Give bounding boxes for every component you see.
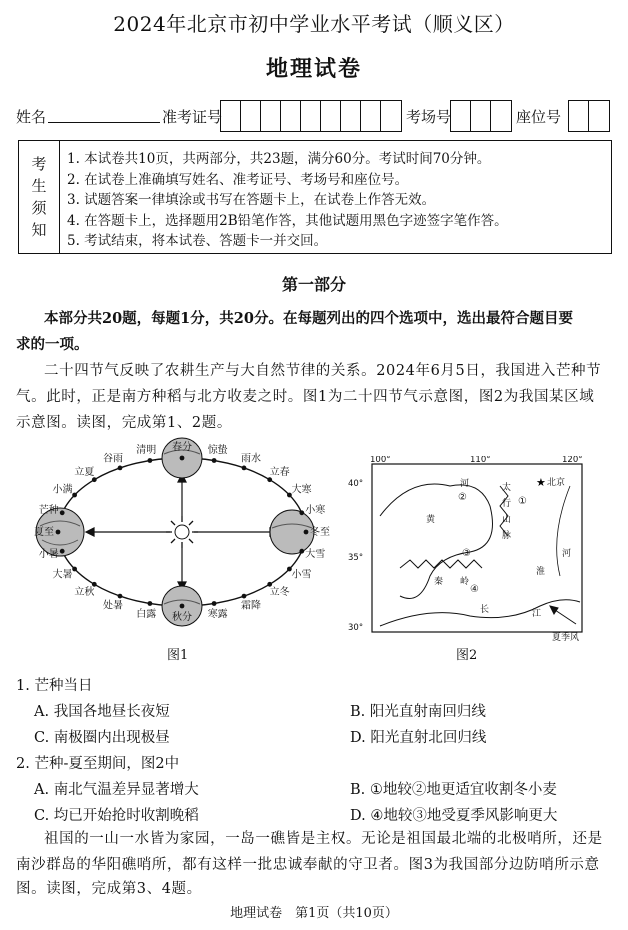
term-dot (92, 582, 97, 587)
term-dot (212, 458, 217, 463)
passage-1-line: 示意图。读图，完成第1、2题。 (16, 415, 232, 431)
term-dot (60, 510, 65, 515)
figure-1-caption: 图1 (167, 648, 189, 663)
q2-option-d[interactable]: D. ④地较③地受夏季风影响更大 (350, 808, 558, 824)
passage-2-line: 图。读图，完成第3、4题。 (16, 881, 202, 897)
candidate-info-row (16, 100, 616, 132)
notice-item: 1. 本试卷共10页，共两部分，共23题，满分60分。考试时间70分钟。 (67, 151, 491, 167)
solar-term-label: 立秋 (74, 587, 95, 599)
place-label: 山 (502, 515, 512, 525)
solar-term-label: 小满 (52, 484, 73, 496)
name-label: 姓名 (16, 108, 47, 126)
solar-term-label: 白露 (136, 609, 157, 621)
seat-label: 座位号 (516, 108, 562, 126)
place-label: 脉 (502, 531, 512, 541)
q1-option-d[interactable]: D. 阳光直射北回归线 (350, 730, 487, 746)
lat-label: 40° (348, 479, 364, 489)
place-label: 北京 (547, 478, 566, 488)
qinling-mountains (400, 560, 482, 568)
marker-label: ① (518, 496, 527, 507)
solar-term-label: 清明 (136, 444, 157, 456)
name-field[interactable] (48, 122, 160, 123)
place-label: 江 (532, 609, 542, 619)
candidate-notice-box (18, 140, 612, 254)
solar-term-label: 立冬 (269, 587, 290, 599)
place-label: 秦 (434, 577, 444, 587)
place-label: 黄 (426, 515, 436, 525)
solar-term-label: 大暑 (52, 569, 73, 581)
q1-option-a[interactable]: A. 我国各地昼长夜短 (34, 704, 170, 720)
direction-arrows (86, 474, 278, 590)
term-dot (299, 510, 304, 515)
q2-option-a[interactable]: A. 南北气温差异显著增大 (34, 782, 199, 798)
term-dot (118, 466, 123, 471)
question-1-stem: 1. 芒种当日 (16, 678, 93, 694)
room-boxes[interactable] (450, 100, 512, 132)
figure-2-region-map (340, 456, 596, 644)
solar-term-label: 大雪 (305, 549, 326, 560)
section-instruction-cont: 求的一项。 (16, 336, 89, 353)
solar-term-label: 大寒 (291, 484, 312, 496)
term-dot (148, 601, 153, 606)
q2-option-c[interactable]: C. 均已开始抢时收割晚稻 (34, 808, 199, 824)
solar-term-label: 夏至 (34, 527, 54, 538)
figure-2-caption: 图2 (456, 648, 478, 663)
solar-term-label: 寒露 (207, 609, 228, 621)
lon-label: 110° (470, 456, 491, 465)
solar-term-label: 秋分 (172, 612, 192, 623)
term-dot (242, 466, 247, 471)
solar-term-label: 惊蛰 (207, 444, 228, 456)
passage-2-line: 祖国的一山一水皆为家园，一岛一礁皆是主权。无论是祖国最北端的北极哨所，还是 (44, 831, 603, 847)
place-label: 岭 (460, 577, 470, 587)
page-footer: 地理试卷 第1页（共10页） (230, 906, 398, 921)
coastline (557, 486, 570, 576)
marker-label: ② (458, 492, 467, 503)
notice-list (67, 149, 607, 252)
solar-term-label: 谷雨 (103, 453, 123, 465)
marker-label: ③ (462, 548, 471, 559)
passage-2-line: 南沙群岛的华阳礁哨所，都有这样一批忠诚奉献的守卫者。图3为我国部分边防哨所示意 (16, 857, 600, 873)
notice-item: 5. 考试结束，将本试卷、答题卡一并交回。 (67, 233, 328, 249)
passage-1-line: 气。此时，正是南方种稻与北方收麦之时。图1为二十四节气示意图，图2为我国某区域 (16, 389, 595, 405)
solar-term-label: 小寒 (305, 505, 326, 516)
place-label: 太 (502, 483, 512, 493)
figure-1-solar-terms (30, 436, 330, 644)
lat-label: 35° (348, 553, 364, 563)
taihang-mountains (500, 486, 508, 536)
seat-boxes[interactable] (568, 100, 610, 132)
solar-term-label: 春分 (172, 442, 192, 453)
solar-term-label: 立夏 (74, 466, 95, 478)
place-label: 河 (562, 549, 572, 559)
solar-term-label: 小暑 (38, 549, 59, 560)
term-dot (299, 549, 304, 554)
term-dot (60, 549, 65, 554)
place-label: 行 (502, 499, 512, 509)
solar-term-label: 霜降 (241, 600, 261, 612)
term-dot (267, 582, 272, 587)
summer-monsoon-arrow (550, 606, 576, 624)
q2-option-b[interactable]: B. ①地较②地更适宜收割冬小麦 (350, 782, 557, 798)
solar-term-label: 雨水 (241, 453, 261, 465)
term-dot (180, 456, 185, 461)
section-instruction: 本部分共20题，每题1分，共20分。在每题列出的四个选项中，选出最符合题目要 (44, 310, 573, 327)
lat-label: 30° (348, 623, 364, 633)
place-label: 夏季风 (552, 633, 580, 643)
exam-no-boxes[interactable] (220, 100, 402, 132)
passage-1-line: 二十四节气反映了农耕生产与大自然节律的关系。2024年6月5日，我国进入芒种节 (44, 363, 602, 379)
exam-title: 2024年北京市初中学业水平考试（顺义区） (113, 12, 515, 36)
notice-item: 3. 试题答案一律填涂或书写在答题卡上，在试卷上作答无效。 (67, 192, 436, 208)
notice-heading: 考 生 须 知 (19, 141, 60, 253)
solar-term-label: 芒种 (38, 505, 59, 516)
term-dot (212, 601, 217, 606)
term-dot (72, 567, 77, 572)
question-2-stem: 2. 芒种-夏至期间，图2中 (16, 756, 180, 772)
term-dot (72, 493, 77, 498)
solar-term-label: 冬至 (310, 527, 330, 538)
place-label: 长 (480, 605, 490, 615)
solar-term-label: 小雪 (291, 569, 312, 581)
sun-icon (166, 516, 198, 548)
term-dot (118, 594, 123, 599)
room-label: 考场号 (406, 108, 452, 126)
section-title: 第一部分 (281, 275, 346, 294)
lon-label: 100° (370, 456, 391, 465)
beijing-star-icon: ★ (536, 476, 546, 489)
q1-option-b[interactable]: B. 阳光直射南回归线 (350, 704, 486, 720)
solar-term-label: 处暑 (103, 600, 123, 612)
marker-label: ④ (470, 584, 479, 595)
term-dot (304, 530, 309, 535)
term-dot (242, 594, 247, 599)
term-dot (92, 477, 97, 482)
term-dot (267, 477, 272, 482)
lon-label: 120° (562, 456, 583, 465)
q1-option-c[interactable]: C. 南极圈内出现极昼 (34, 730, 170, 746)
solar-term-label: 立春 (269, 466, 290, 478)
place-label: 淮 (536, 567, 546, 577)
term-dot (148, 458, 153, 463)
term-dot (56, 530, 61, 535)
exam-no-label: 准考证号 (162, 108, 223, 126)
term-dot (180, 604, 185, 609)
notice-item: 4. 在答题卡上，选择题用2B铅笔作答，其他试题用黑色字迹签字笔作答。 (67, 212, 508, 229)
place-label: 河 (460, 479, 470, 489)
paper-subtitle: 地理试卷 (265, 56, 362, 82)
notice-item: 2. 在试卷上准确填写姓名、准考证号、考场号和座位号。 (67, 171, 409, 188)
